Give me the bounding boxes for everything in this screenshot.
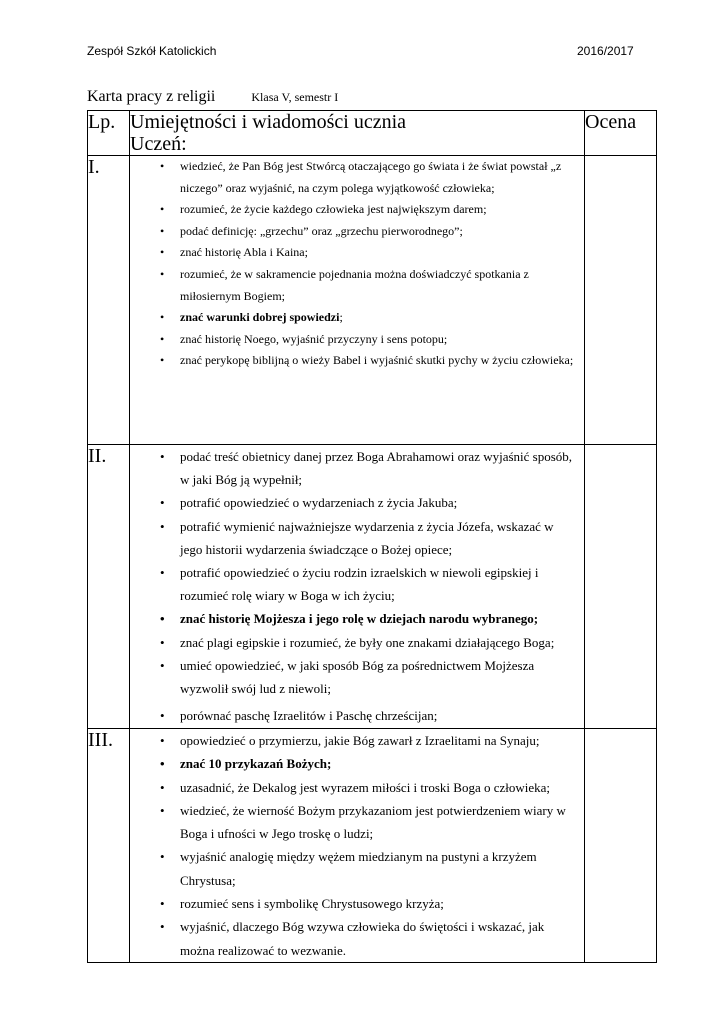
list-item [130,221,584,243]
list-item-text: opowiedzieć o przymierzu, jakie Bóg zawarł z Izraelitami na Synaju; [180,733,540,748]
bullet-icon: • [160,896,165,912]
bullet-icon: • [160,353,165,368]
list-item-text: znać perykopę biblijną o wieży Babel i wyjaśnić skutki pychy w życiu człowieka; [180,353,574,368]
bullet-icon: • [160,266,165,281]
list-item [130,607,584,630]
list-item-text: podać treść obietnicy danej przez Boga Abrahamowi oraz wyjaśnić sposób, w jaki Bóg ją wypełnił; [180,449,573,488]
list-item [130,350,584,372]
bullet-icon: • [160,611,165,627]
table-row [88,729,657,963]
list-item [130,491,584,514]
list-item [130,264,584,307]
list-item-text: potrafić wymienić najważniejsze wydarzenia z życia Józefa, wskazać w jego historii wydarzenia świadczące o Bożej opiece; [180,518,554,557]
list-item [130,704,584,727]
bullet-icon: • [160,919,165,935]
bullet-icon: • [160,449,165,464]
bullet-icon: • [160,518,165,534]
section-number: I. [88,156,130,445]
list-item [130,654,584,700]
bullet-icon: • [160,708,165,724]
title-main: Karta pracy z religii [87,88,216,105]
section-items-cell [130,729,585,963]
list-item [130,199,584,221]
list-item [130,892,584,915]
column-header-lp: Lp. [88,111,130,156]
list-item [130,776,584,799]
grade-cell [585,729,657,963]
bullet-icon: • [160,657,165,673]
list-item-text-bold: znać historię Mojżesza i jego rolę w dziejach narodu wybranego; [180,611,539,627]
header-school: Zespół Szkół Katolickich [87,44,217,58]
list-item-text: znać plagi egipskie i rozumieć, że były one znakami działającego Boga; [180,634,555,650]
list-item-text: rozumieć, że życie każdego człowieka jest największym darem; [180,202,487,217]
list-item [130,561,584,607]
list-item-text-bold: znać 10 przykazań Bożych; [180,756,332,772]
list-item-text: rozumieć, że w sakramencie pojednania można doświadczyć spotkania z miłosiernym Bogiem; [180,266,529,303]
section-number: II. [88,445,130,729]
list-item-suffix: ; [339,310,343,325]
list-item [130,307,584,329]
list-item-text: potrafić opowiedzieć o wydarzeniach z życia Jakuba; [180,495,458,511]
table-header-row [88,111,657,156]
list-item [130,329,584,351]
section-item-list [130,156,584,372]
section-item-list [130,729,584,962]
list-item-text: wiedzieć, że Pan Bóg jest Stwórcą otaczającego go świata i że świat powstał „z niczego” oraz wyjaśnić, na czym polega wyjątkowość człowieka; [180,159,562,195]
list-item [130,752,584,775]
bullet-icon: • [160,565,165,581]
bullet-icon: • [160,733,165,748]
list-item [130,915,584,962]
list-item-text: znać historię Noego, wyjaśnić przyczyny i sens potopu; [180,331,448,346]
table-row [88,445,657,729]
list-item-text-bold: znać warunki dobrej spowiedzi [180,310,340,325]
list-item-text: uzasadnić, że Dekalog jest wyrazem miłości i troski Boga o człowieka; [180,779,551,795]
bullet-icon: • [160,495,165,511]
grade-cell [585,445,657,729]
list-item-text: porównać paschę Izraelitów i Paschę chrześcijan; [180,708,438,724]
section-item-list [130,445,584,727]
bullet-icon: • [160,202,165,217]
bullet-icon: • [160,331,165,346]
list-item-text: podać definicję: „grzechu” oraz „grzechu pierworodnego”; [180,223,463,238]
list-item [130,242,584,264]
column-header-skills [130,111,585,156]
list-item-text: potrafić opowiedzieć o życiu rodzin izraelskich w niewoli egipskiej i rozumieć rolę wiary w Boga w ich życiu; [180,565,539,604]
bullet-icon: • [160,159,165,173]
section-number: III. [88,729,130,963]
table-row [88,156,657,445]
list-item [130,515,584,561]
section-items-cell [130,445,585,729]
list-item-text: rozumieć sens i symbolikę Chrystusowego krzyża; [180,896,444,912]
list-item [130,799,584,846]
list-item-text: wiedzieć, że wierność Bożym przykazaniom jest potwierdzeniem wiary w Boga i ufności w Jego troskę o ludzi; [180,802,566,842]
list-item [130,845,584,892]
bullet-icon: • [160,756,165,772]
list-item [130,631,584,654]
grade-cell [585,156,657,445]
list-item-text: znać historię Abla i Kaina; [180,245,308,260]
bullet-icon: • [160,802,165,818]
list-item-text: wyjaśnić, dlaczego Bóg wzywa człowieka do świętości i wskazać, jak można realizować to wezwanie. [180,919,545,958]
column-header-skills-line1: Umiejętności i wiadomości ucznia [130,111,407,133]
bullet-icon: • [160,310,165,325]
list-item-text: wyjaśnić analogię między wężem miedzianym na pustyni a krzyżem Chrystusa; [180,849,537,888]
bullet-icon: • [160,779,165,795]
list-item [130,445,584,491]
section-items-cell [130,156,585,445]
bullet-icon: • [160,245,165,260]
worksheet-title [87,88,338,106]
title-class-semester: Klasa V, semestr I [251,90,339,104]
column-header-grade: Ocena [585,111,657,156]
bullet-icon: • [160,223,165,238]
list-item [130,156,584,199]
requirements-table [87,110,657,963]
list-item-text: umieć opowiedzieć, w jaki sposób Bóg za pośrednictwem Mojżesza wyzwolił swój lud z niewoli; [180,657,535,697]
column-header-skills-line2: Uczeń: [130,133,187,155]
header-year: 2016/2017 [577,44,634,58]
bullet-icon: • [160,849,165,865]
list-item [130,729,584,752]
bullet-icon: • [160,634,165,650]
